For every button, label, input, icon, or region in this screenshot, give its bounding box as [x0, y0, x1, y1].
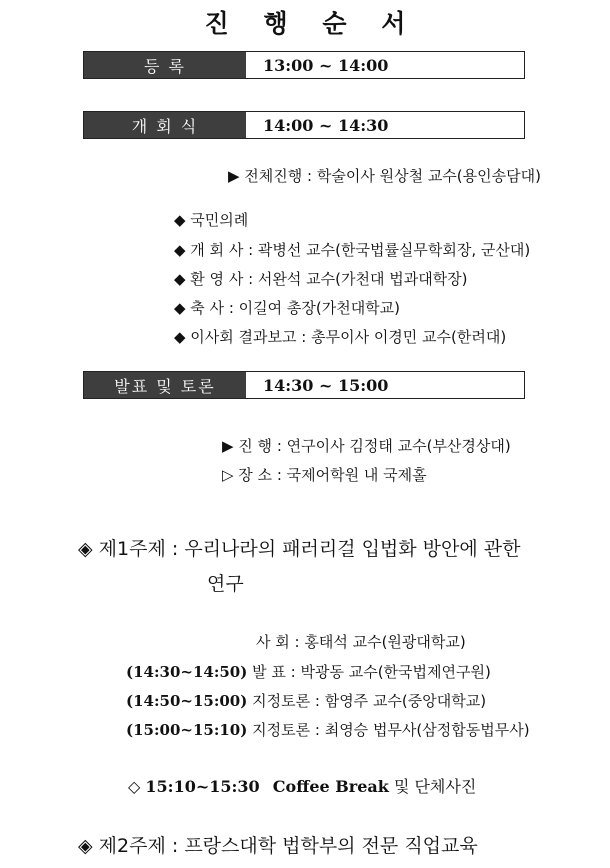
break-ko: 및 단체사진: [393, 777, 477, 796]
break-en: Coffee Break: [272, 777, 389, 796]
opening-item: ◆ 이사회 결과보고 : 총무이사 이경민 교수(한려대): [174, 328, 507, 346]
break-time: 15:10~15:30: [145, 777, 260, 796]
schedule-role: 지정토론: [252, 692, 311, 710]
section-label: 등 록: [84, 52, 246, 78]
schedule-row: (15:00~15:10) 지정토론 : 최영승 법무사(삼정합동법무사): [126, 721, 530, 739]
presentation-host: ▶ 진 행 : 연구이사 김정태 교수(부산경상대): [222, 437, 511, 455]
topic-label: 제2주제 :: [98, 835, 179, 857]
section-time: 14:30 ~ 15:00: [263, 375, 389, 395]
schedule-role: 지정토론: [252, 721, 311, 739]
schedule-role: 발 표: [252, 663, 286, 681]
schedule-time: (14:30~14:50): [126, 663, 248, 681]
schedule-person: 함영주 교수(중앙대학교): [324, 692, 487, 710]
topic1-heading: [78, 534, 521, 561]
schedule-person: 박광동 교수(한국법제연구원): [300, 663, 491, 681]
page-title: 진 행 순 서: [204, 9, 419, 38]
topic-title-line1: 우리나라의 패러리걸 입법화 방안에 관한: [184, 538, 521, 560]
break-marker: ◇: [128, 777, 141, 796]
schedule-row: (14:50~15:00) 지정토론 : 함영주 교수(중앙대학교): [126, 692, 487, 710]
opening-item: ◆ 국민의례: [174, 211, 249, 229]
section-bar-registration: [83, 51, 525, 79]
opening-moderator: ▶ 전체진행 : 학술이사 원상철 교수(용인송담대): [228, 167, 541, 185]
topic-title-line2: 연구: [207, 573, 244, 595]
opening-item: ◆ 개 회 사 : 곽병선 교수(한국법률실무학회장, 군산대): [174, 241, 531, 259]
section-time: 13:00 ~ 14:00: [263, 55, 389, 75]
topic-marker: ◈: [78, 538, 93, 560]
presentation-place: ▷ 장 소 : 국제어학원 내 국제홀: [222, 466, 427, 484]
schedule-person: 홍태석 교수(원광대학교): [304, 633, 466, 651]
coffee-break: [128, 774, 476, 797]
section-bar-opening: [83, 111, 525, 139]
section-bar-presentation: [83, 371, 525, 399]
section-label: 발표 및 토론: [84, 372, 246, 398]
opening-item: ◆ 축 사 : 이길여 총장(가천대학교): [174, 299, 401, 317]
topic-title: 프랑스대학 법학부의 전문 직업교육: [184, 835, 478, 857]
schedule-row: (14:30~14:50) 발 표 : 박광동 교수(한국법제연구원): [126, 663, 491, 681]
schedule-row: 사 회 : 홍태석 교수(원광대학교): [256, 633, 466, 651]
section-label: 개 회 식: [84, 112, 246, 138]
topic-label: 제1주제 :: [98, 538, 179, 560]
topic-marker: ◈: [78, 835, 93, 857]
opening-item: ◆ 환 영 사 : 서완석 교수(가천대 법과대학장): [174, 270, 468, 288]
section-time: 14:00 ~ 14:30: [263, 115, 389, 135]
topic2-heading: [78, 831, 478, 858]
schedule-time: (14:50~15:00): [126, 692, 248, 710]
schedule-time: (15:00~15:10): [126, 721, 248, 739]
schedule-role: 사 회: [256, 633, 290, 651]
schedule-person: 최영승 법무사(삼정합동법무사): [324, 721, 530, 739]
